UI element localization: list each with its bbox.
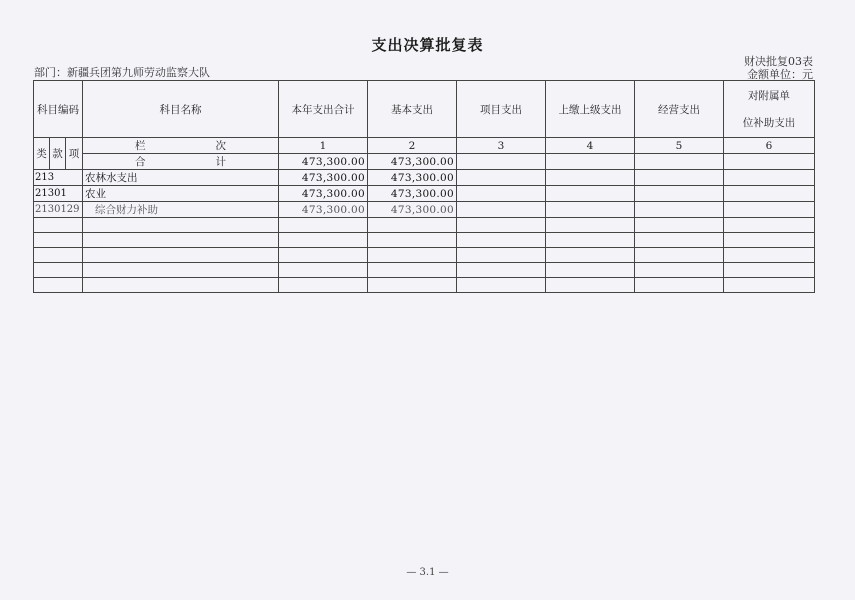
col-number-5: 5 (635, 138, 724, 154)
header-total-expenditure: 本年支出合计 (279, 81, 368, 138)
form-code: 财决批复03表 (744, 55, 813, 68)
table-row (34, 202, 815, 218)
empty-row (34, 248, 815, 263)
header-lanci (83, 138, 279, 154)
heji-char-1: 合 (135, 156, 146, 168)
header-basic-expenditure: 基本支出 (368, 81, 457, 138)
header-business-expenditure: 经营支出 (635, 81, 724, 138)
department-label: 部门：新疆兵团第九师劳动监察大队 (34, 66, 210, 79)
heji-char-2: 计 (215, 156, 227, 168)
total-label (83, 154, 279, 170)
empty-row (34, 233, 815, 248)
empty-row (34, 218, 815, 233)
row-code: 21301 (34, 186, 83, 202)
col-number-2: 2 (368, 138, 457, 154)
page-number: — 3.1 — (406, 567, 449, 578)
total-basic-value: 473,300.00 (368, 154, 457, 170)
header-subject-code: 科目编码 (34, 81, 83, 138)
row-total: 473,300.00 (279, 202, 368, 218)
row-name: 综合财力补助 (83, 202, 279, 218)
row-basic: 473,300.00 (368, 170, 457, 186)
row-code: 2130129 (34, 202, 83, 218)
header-kuan: 款 (50, 138, 66, 170)
header-subsidy-affiliates (724, 81, 815, 138)
col-number-1: 1 (279, 138, 368, 154)
col-number-4: 4 (546, 138, 635, 154)
column-number-row (34, 138, 815, 154)
header-row (34, 81, 815, 138)
header-remit-superior: 上缴上级支出 (546, 81, 635, 138)
header-lei: 类 (34, 138, 50, 170)
row-total: 473,300.00 (279, 186, 368, 202)
table-row (34, 170, 815, 186)
header-subject-name: 科目名称 (83, 81, 279, 138)
col-number-3: 3 (457, 138, 546, 154)
row-total: 473,300.00 (279, 170, 368, 186)
row-name: 农林水支出 (83, 170, 279, 186)
row-code: 213 (34, 170, 83, 186)
header-subsidy-line1: 对附属单 (748, 90, 791, 102)
row-basic: 473,300.00 (368, 186, 457, 202)
empty-row (34, 263, 815, 278)
empty-row (34, 278, 815, 293)
lanci-char-2: 次 (215, 140, 227, 152)
row-basic: 473,300.00 (368, 202, 457, 218)
total-expenditure-value: 473,300.00 (279, 154, 368, 170)
total-row (34, 154, 815, 170)
row-name: 农业 (83, 186, 279, 202)
header-subsidy-line2: 位补助支出 (742, 117, 796, 129)
header-xiang: 项 (66, 138, 83, 170)
lanci-char-1: 栏 (135, 140, 146, 152)
header-project-expenditure: 项目支出 (457, 81, 546, 138)
table-row (34, 186, 815, 202)
amount-unit: 金额单位：元 (747, 68, 813, 81)
expenditure-table (33, 80, 815, 293)
col-number-6: 6 (724, 138, 815, 154)
page-title: 支出决算批复表 (371, 36, 484, 54)
